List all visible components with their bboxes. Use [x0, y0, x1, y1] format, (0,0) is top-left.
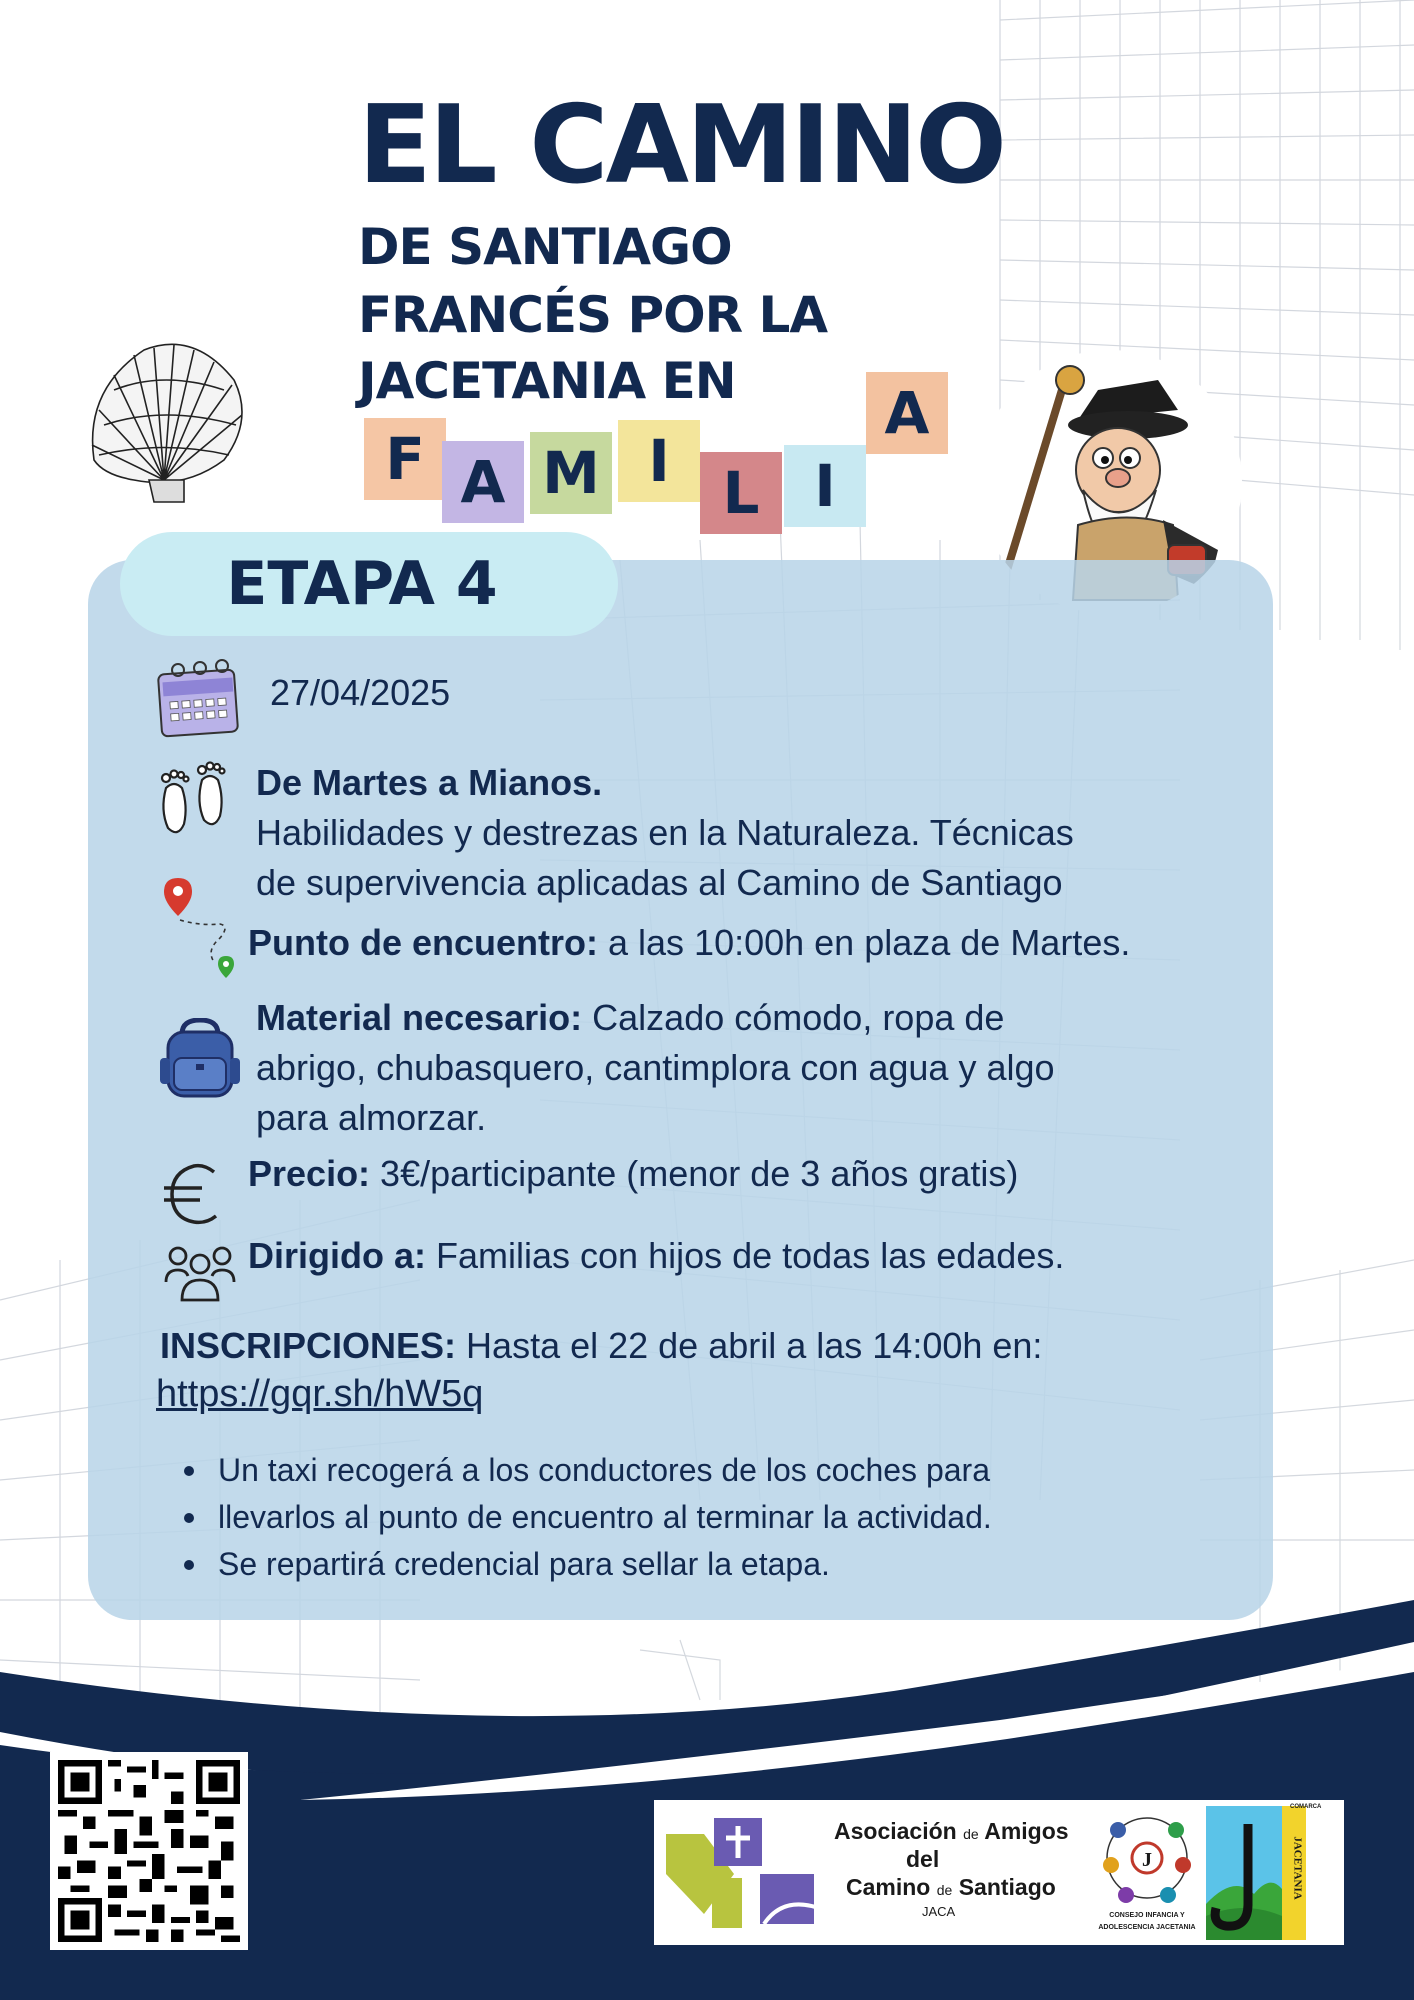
route-title: De Martes a Mianos.	[256, 762, 603, 803]
association-name-1: Asociación	[834, 1818, 957, 1844]
familia-tile-f: F	[364, 418, 446, 500]
notes-list	[180, 1447, 992, 1588]
route-description-1: Habilidades y destrezas en la Naturaleza. Técnicas	[256, 812, 1074, 853]
qr-code[interactable]	[50, 1752, 248, 1950]
familia-tile-i-2: I	[784, 445, 866, 527]
svg-text:J: J	[1142, 1849, 1152, 1871]
calendar-icon	[154, 658, 244, 740]
subtitle-line-2: FRANCÉS POR LA	[358, 286, 828, 344]
inscriptions-value: Hasta el 22 de abril a las 14:00h en:	[456, 1325, 1043, 1366]
material-value-1: Calzado cómodo, ropa de	[582, 997, 1005, 1038]
association-city: JACA	[922, 1904, 956, 1919]
scallop-shell-icon	[74, 330, 254, 505]
stage-date: 27/04/2025	[270, 672, 451, 713]
note-item: Se repartirá credencial para sellar la etapa.	[180, 1541, 992, 1588]
consejo-logo-icon	[1096, 1810, 1198, 1910]
note-item: llevarlos al punto de encuentro al terminar la actividad.	[180, 1494, 992, 1541]
backpack-icon	[158, 1018, 242, 1102]
material-value-2: abrigo, chubasquero, cantimplora con agua y algo	[256, 1047, 1055, 1088]
subtitle-line-1: DE SANTIAGO	[358, 218, 732, 276]
footprints-icon	[152, 752, 236, 840]
familia-tile-l: L	[700, 452, 782, 534]
association-name-3: Camino	[846, 1874, 931, 1900]
familia-tile-m: M	[530, 432, 612, 514]
inscriptions-link[interactable]: https://gqr.sh/hW5q	[156, 1373, 484, 1415]
association-logo-icon	[664, 1814, 834, 1932]
familia-tile-a: A	[442, 441, 524, 523]
familia-tile-i: I	[618, 420, 700, 502]
main-title: EL CAMINO	[358, 83, 1004, 208]
stage-label: ETAPA 4	[226, 549, 498, 619]
material-label: Material necesario:	[256, 997, 583, 1038]
note-item: Un taxi recogerá a los conductores de los coches para	[180, 1447, 992, 1494]
subtitle-line-3: JACETANIA EN	[358, 352, 736, 410]
consejo-name-2: ADOLESCENCIA JACETANIA	[1098, 1924, 1196, 1931]
sponsor-logos: Asociación de Amigos del Camino de Santiago JACA J CONSEJO INFANCIA Y ADOLESCENCIA JACETANIA COMARCA JACETANIA	[654, 1800, 1344, 1945]
group-icon	[164, 1242, 236, 1302]
price-value: 3€/participante (menor de 3 años gratis)	[370, 1153, 1019, 1194]
stage-badge	[120, 532, 618, 636]
meeting-value: a las 10:00h en plaza de Martes.	[598, 922, 1131, 963]
audience-value: Familias con hijos de todas las edades.	[426, 1235, 1065, 1276]
price-label: Precio:	[248, 1153, 371, 1194]
map-pin-route-icon	[160, 876, 240, 986]
inscriptions-label: INSCRIPCIONES:	[160, 1325, 457, 1366]
euro-icon	[162, 1160, 224, 1228]
meeting-label: Punto de encuentro:	[248, 922, 598, 963]
familia-tile-a-2: A	[866, 372, 948, 454]
association-name-2: del	[906, 1846, 940, 1872]
comarca-label: COMARCA	[1290, 1804, 1322, 1810]
jacetania-label: JACETANIA	[1291, 1836, 1304, 1900]
material-value-3: para almorzar.	[256, 1097, 487, 1138]
consejo-name-1: CONSEJO INFANCIA Y	[1109, 1912, 1185, 1919]
audience-label: Dirigido a:	[248, 1235, 426, 1276]
route-description-2: de supervivencia aplicadas al Camino de Santiago	[256, 862, 1063, 903]
